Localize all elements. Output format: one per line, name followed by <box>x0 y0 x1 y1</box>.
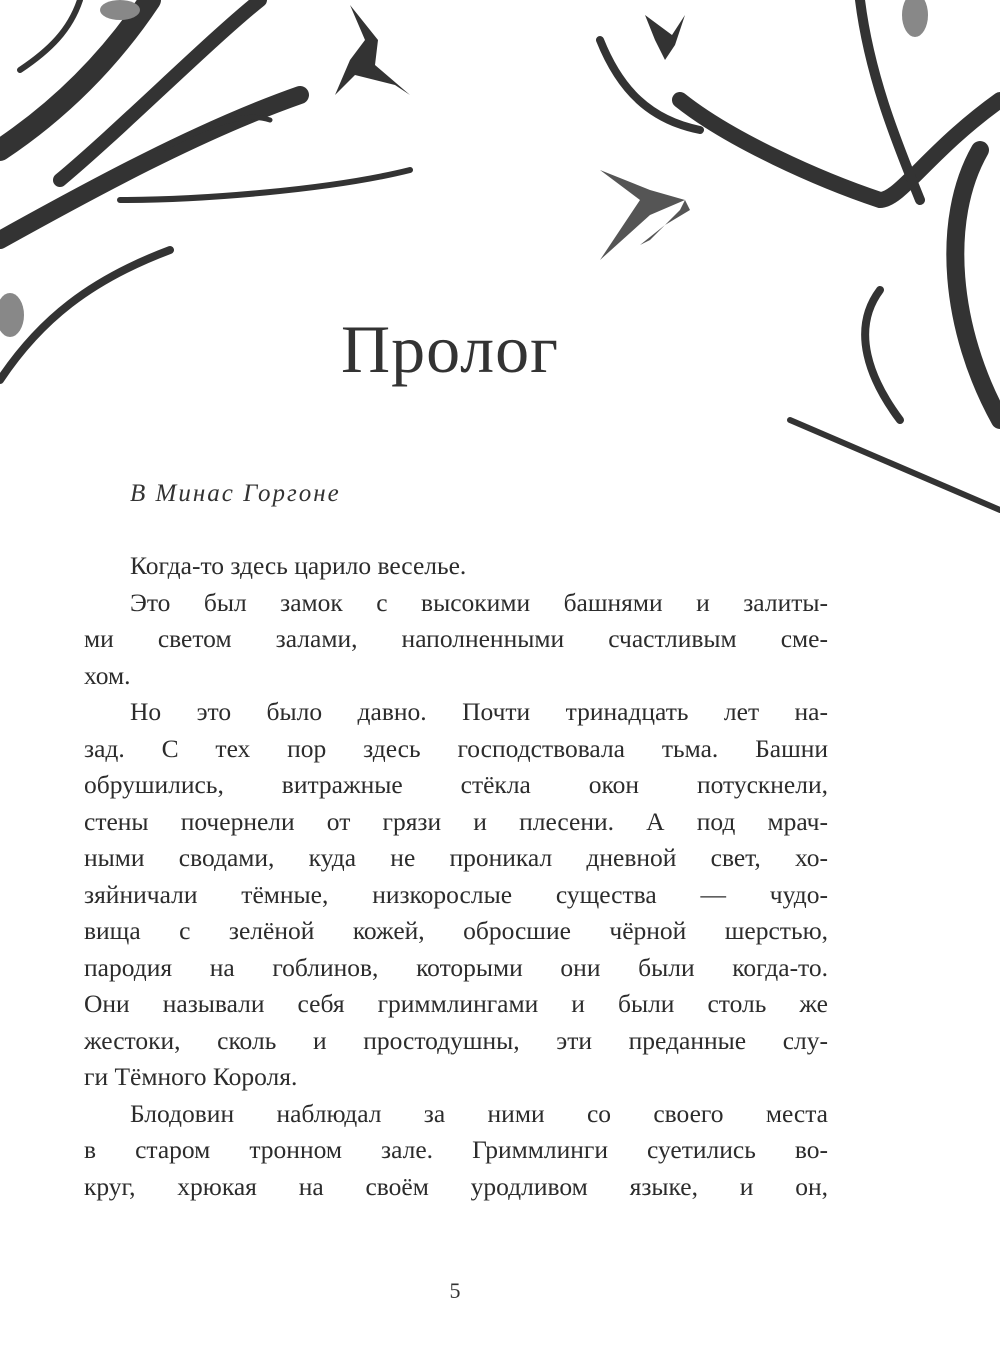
chapter-subtitle: В Минас Горгоне <box>130 480 341 507</box>
leaf <box>902 0 928 37</box>
right-branch <box>790 420 1000 510</box>
text-line: Они называли себя гриммлингами и были столь же <box>84 989 828 1018</box>
bird-silhouette <box>335 5 410 95</box>
tree-branches-illustration <box>0 0 1000 520</box>
chapter-title: Пролог <box>340 311 560 387</box>
page-number: 5 <box>449 1278 461 1303</box>
leaf <box>100 0 140 20</box>
text-line: Когда-то здесь царило веселье. <box>130 551 467 580</box>
right-branch <box>680 100 1000 200</box>
text-line: ми светом залами, наполненными счастливым сме- <box>84 624 828 653</box>
right-branch <box>955 150 1000 420</box>
text-line: пародия на гоблинов, которыми они были когда-то. <box>84 952 828 982</box>
text-line: ги Тёмного Короля. <box>84 1062 298 1091</box>
text-line: стены почернели от грязи и плесени. А под мрач- <box>84 806 828 836</box>
text-line: Это был замок с высокими башнями и залиты- <box>130 587 828 617</box>
text-line: Блодовин наблюдал за ними со своего места <box>130 1098 828 1128</box>
text-line: зяйничали тёмные, низкорослые существа — чудо- <box>84 879 828 909</box>
text-line: Но это было давно. Почти тринадцать лет на- <box>130 697 828 726</box>
right-branch <box>600 40 700 130</box>
text-line: зад. С тех пор здесь господствовала тьма. Башни <box>84 733 828 763</box>
left-branch <box>120 170 410 200</box>
text-line: ными сводами, куда не проникал дневной свет, хо- <box>84 843 828 872</box>
text-line: обрушились, витражные стёкла окон потускнели, <box>84 770 828 799</box>
body-text <box>84 548 828 1205</box>
text-line: хом. <box>84 660 131 690</box>
text-line: в старом тронном зале. Гриммлинги суетились во- <box>84 1135 828 1164</box>
text-line: вища с зелёной кожей, обросшие чёрной шерстью, <box>84 916 828 945</box>
swallow-silhouette <box>600 170 690 260</box>
left-branch <box>20 0 80 70</box>
bird-silhouette <box>645 15 685 60</box>
text-line: жестоки, сколь и простодушны, эти преданные слу- <box>84 1025 828 1055</box>
text-line: круг, хрюкая на своём уродливом языке, и он, <box>84 1171 828 1201</box>
